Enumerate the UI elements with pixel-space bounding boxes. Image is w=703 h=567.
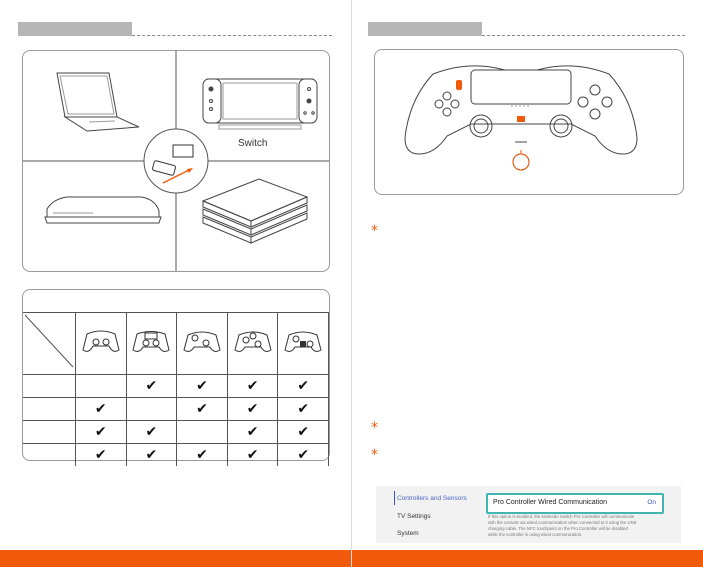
row-label-cell <box>23 375 76 398</box>
sidebar-item-controllers[interactable]: Controllers and Sensors <box>397 495 467 502</box>
pro-controller-wired-option[interactable] <box>486 493 664 514</box>
row-label-cell <box>23 398 76 421</box>
controller-xbox360-header <box>278 313 329 375</box>
table-cell <box>227 421 278 444</box>
check-icon: ✔ <box>94 424 107 440</box>
xbox-controller-icon <box>233 326 273 356</box>
devices-illustration <box>23 51 329 271</box>
table-cell <box>177 444 228 466</box>
controller-ps4-header <box>126 313 177 375</box>
check-icon: ✔ <box>297 378 310 394</box>
option-description <box>488 514 668 538</box>
table-cell <box>76 421 127 444</box>
controller-diagram-panel <box>374 49 684 195</box>
check-icon: ✔ <box>94 401 107 417</box>
sidebar-item-system[interactable]: System <box>397 530 419 537</box>
option-label: Pro Controller Wired Communication <box>493 499 607 506</box>
table-cell <box>126 421 177 444</box>
ps5-controller-diagram <box>375 50 683 194</box>
devices-panel <box>22 50 330 272</box>
section-tab <box>368 22 482 36</box>
sidebar-item-tv-settings[interactable]: TV Settings <box>397 513 431 520</box>
controller-xbox-header <box>227 313 278 375</box>
check-icon: ✔ <box>297 401 310 417</box>
sidebar-selection-indicator <box>394 491 395 505</box>
option-value: On <box>647 499 656 506</box>
row-label-cell <box>23 421 76 444</box>
check-icon: ✔ <box>196 446 208 463</box>
check-icon: ✔ <box>246 401 259 417</box>
check-icon: ✔ <box>94 446 107 463</box>
switch-console-icon <box>203 79 317 129</box>
table-cell <box>278 421 329 444</box>
footer-accent-bar <box>352 550 703 567</box>
table-cell <box>177 421 228 444</box>
ps5-console-icon <box>45 197 161 223</box>
table-cell <box>227 444 278 466</box>
footer-accent-bar <box>0 550 351 567</box>
usb-adapter-icon <box>144 129 208 193</box>
check-icon: ✔ <box>145 424 158 440</box>
switch-settings-screenshot <box>376 486 681 543</box>
check-icon: ✔ <box>297 446 310 463</box>
table-row <box>23 398 329 421</box>
table-row <box>23 375 329 398</box>
table-cell <box>126 398 177 421</box>
check-icon: ✔ <box>246 378 259 394</box>
table-cell <box>227 398 278 421</box>
section-dotted-rule <box>482 35 685 36</box>
table-row <box>23 444 329 466</box>
check-icon: ✔ <box>246 424 259 440</box>
check-icon: ✔ <box>196 401 208 417</box>
table-cell <box>227 375 278 398</box>
ps5-controller-icon <box>81 326 121 356</box>
compatibility-table <box>23 312 329 466</box>
check-icon: ✔ <box>145 446 158 463</box>
note-marker: * <box>371 447 378 463</box>
check-icon: ✔ <box>196 378 208 394</box>
compatibility-panel <box>22 289 330 461</box>
table-cell <box>278 398 329 421</box>
section-dotted-rule <box>132 35 332 36</box>
description-line: with the console via wired communication when connected to it using the USB <box>488 520 637 525</box>
switch-pro-controller-icon <box>182 326 222 356</box>
description-line: charging cable. The NFC touchpoint on the Pro Controller will be disabled <box>488 526 628 531</box>
section-tab <box>18 22 132 36</box>
table-cell <box>278 444 329 466</box>
table-cell <box>177 375 228 398</box>
laptop-icon <box>57 73 139 131</box>
ps4-console-icon <box>203 179 307 243</box>
left-page <box>0 0 351 567</box>
table-cell <box>76 398 127 421</box>
row-label-cell <box>23 444 76 466</box>
right-page <box>352 0 703 567</box>
table-cell <box>126 444 177 466</box>
table-cell <box>126 375 177 398</box>
note-marker: * <box>371 223 378 239</box>
check-icon: ✔ <box>297 424 310 440</box>
check-icon: ✔ <box>145 378 158 394</box>
table-cell <box>76 375 127 398</box>
check-icon: ✔ <box>246 446 259 463</box>
ps4-controller-icon <box>131 326 171 356</box>
note-marker: * <box>371 420 378 436</box>
table-cell <box>177 398 228 421</box>
corner-cell <box>23 313 76 375</box>
controller-ps5-header <box>76 313 127 375</box>
controller-switch-pro-header <box>177 313 228 375</box>
table-cell <box>76 444 127 466</box>
table-row <box>23 421 329 444</box>
description-line: while the controller is using wired communication. <box>488 532 583 537</box>
xbox360-controller-icon <box>283 326 323 356</box>
description-line: If this option is enabled, the Nintendo Switch Pro Controller will communicate <box>488 514 635 519</box>
switch-label: Switch <box>238 138 268 149</box>
table-cell <box>278 375 329 398</box>
